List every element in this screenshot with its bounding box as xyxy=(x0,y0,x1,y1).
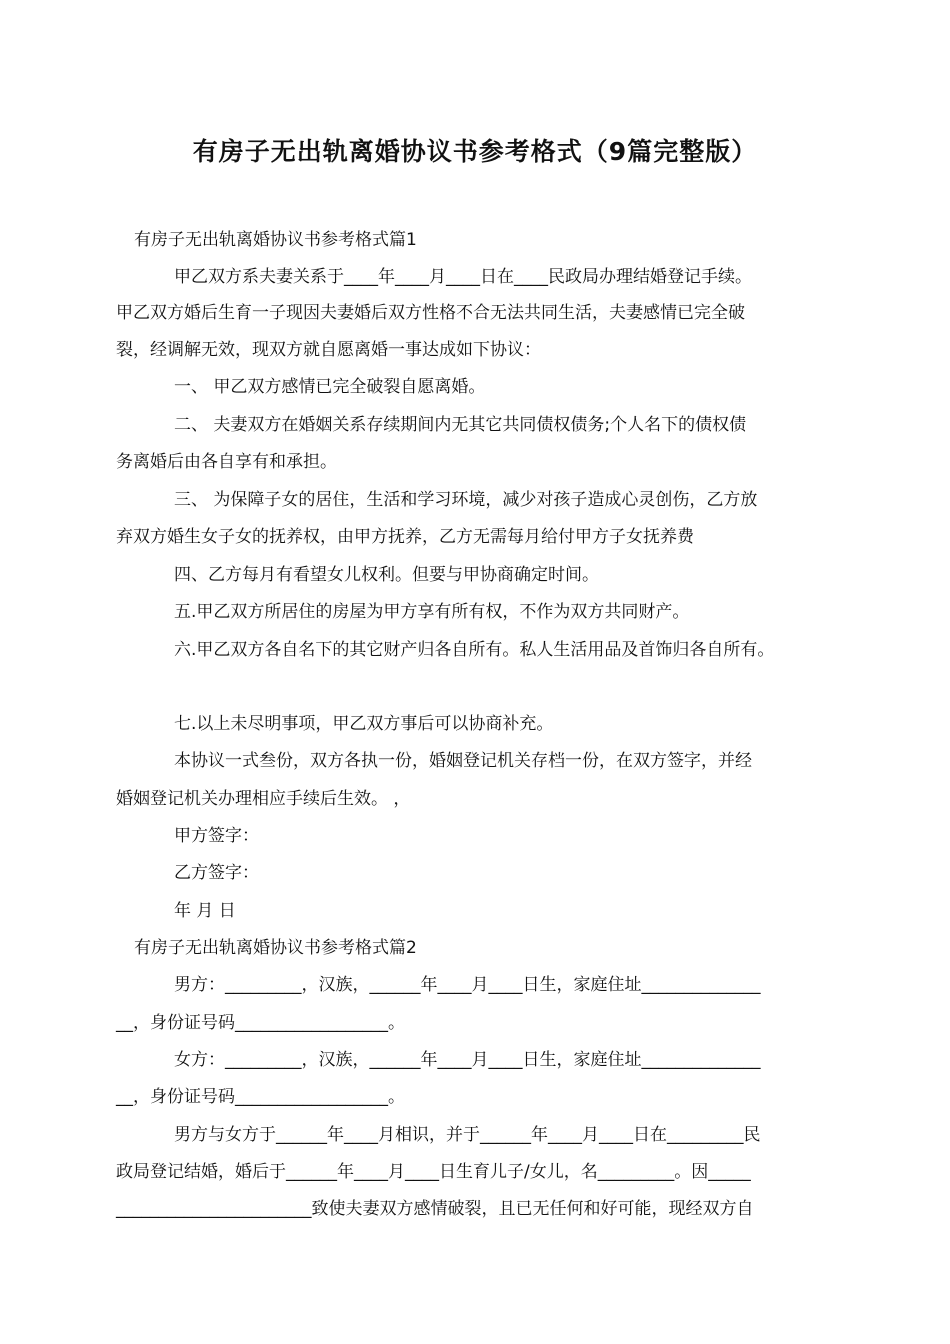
signature-party-b: 乙方签字： xyxy=(174,863,259,883)
paragraph-line: 甲乙双方婚后生育一子现因夫妻婚后双方性格不合无法共同生活，夫妻感情已完全破 xyxy=(116,303,745,323)
paragraph-line: _______________________致使夫妻双方感情破裂，且已无任何和好可能，现经双方自 xyxy=(116,1199,754,1219)
clause-5: 五.甲乙双方所居住的房屋为甲方享有所有权，不作为双方共同财产。 xyxy=(174,602,690,622)
paragraph-line: 本协议一式叁份，双方各执一份，婚姻登记机关存档一份，在双方签字，并经 xyxy=(174,751,752,771)
paragraph-line: 甲乙双方系夫妻关系于____年____月____日在____民政局办理结婚登记手续。 xyxy=(174,267,752,287)
clause-7: 七.以上未尽明事项，甲乙双方事后可以协商补充。 xyxy=(174,714,554,734)
clause-2-cont: 务离婚后由各自享有和承担。 xyxy=(116,452,337,472)
clause-3: 三、 为保障子女的居住，生活和学习环境，减少对孩子造成心灵创伤，乙方放 xyxy=(174,490,758,510)
clause-6: 六.甲乙双方各自名下的其它财产归各自所有。私人生活用品及首饰归各自所有。 xyxy=(174,640,775,660)
document-title: 有房子无出轨离婚协议书参考格式（9篇完整版） xyxy=(192,137,758,166)
section-heading-2: 有房子无出轨离婚协议书参考格式篇2 xyxy=(134,938,417,958)
paragraph-line: 男方与女方于______年____月相识，并于______年____月____日在_________民 xyxy=(174,1125,761,1145)
clause-1: 一、 甲乙双方感情已完全破裂自愿离婚。 xyxy=(174,377,486,397)
clause-4: 四、乙方每月有看望女儿权利。但要与甲协商确定时间。 xyxy=(174,565,599,585)
signature-party-a: 甲方签字： xyxy=(174,826,259,846)
clause-3-cont: 弃双方婚生女子女的抚养权，由甲方抚养，乙方无需每月给付甲方子女抚养费 xyxy=(116,527,694,547)
paragraph-line: 婚姻登记机关办理相应手续后生效。 ， xyxy=(116,789,411,809)
paragraph-line: 政局登记结婚，婚后于______年____月____日生育儿子/女儿，名_________。因_____ xyxy=(116,1162,751,1182)
signature-date: 年 月 日 xyxy=(174,901,236,921)
section-heading-1: 有房子无出轨离婚协议书参考格式篇1 xyxy=(134,230,417,250)
form-line-male: 男方：_________，汉族，______年____月____日生，家庭住址______________ xyxy=(174,975,761,995)
form-line-female-id: __，身份证号码__________________。 xyxy=(116,1087,405,1107)
form-line-male-id: __，身份证号码__________________。 xyxy=(116,1013,405,1033)
clause-2: 二、 夫妻双方在婚姻关系存续期间内无其它共同债权债务;个人名下的债权债 xyxy=(174,415,747,435)
paragraph-line: 裂，经调解无效，现双方就自愿离婚一事达成如下协议： xyxy=(116,340,541,360)
form-line-female: 女方：_________，汉族，______年____月____日生，家庭住址______________ xyxy=(174,1050,761,1070)
